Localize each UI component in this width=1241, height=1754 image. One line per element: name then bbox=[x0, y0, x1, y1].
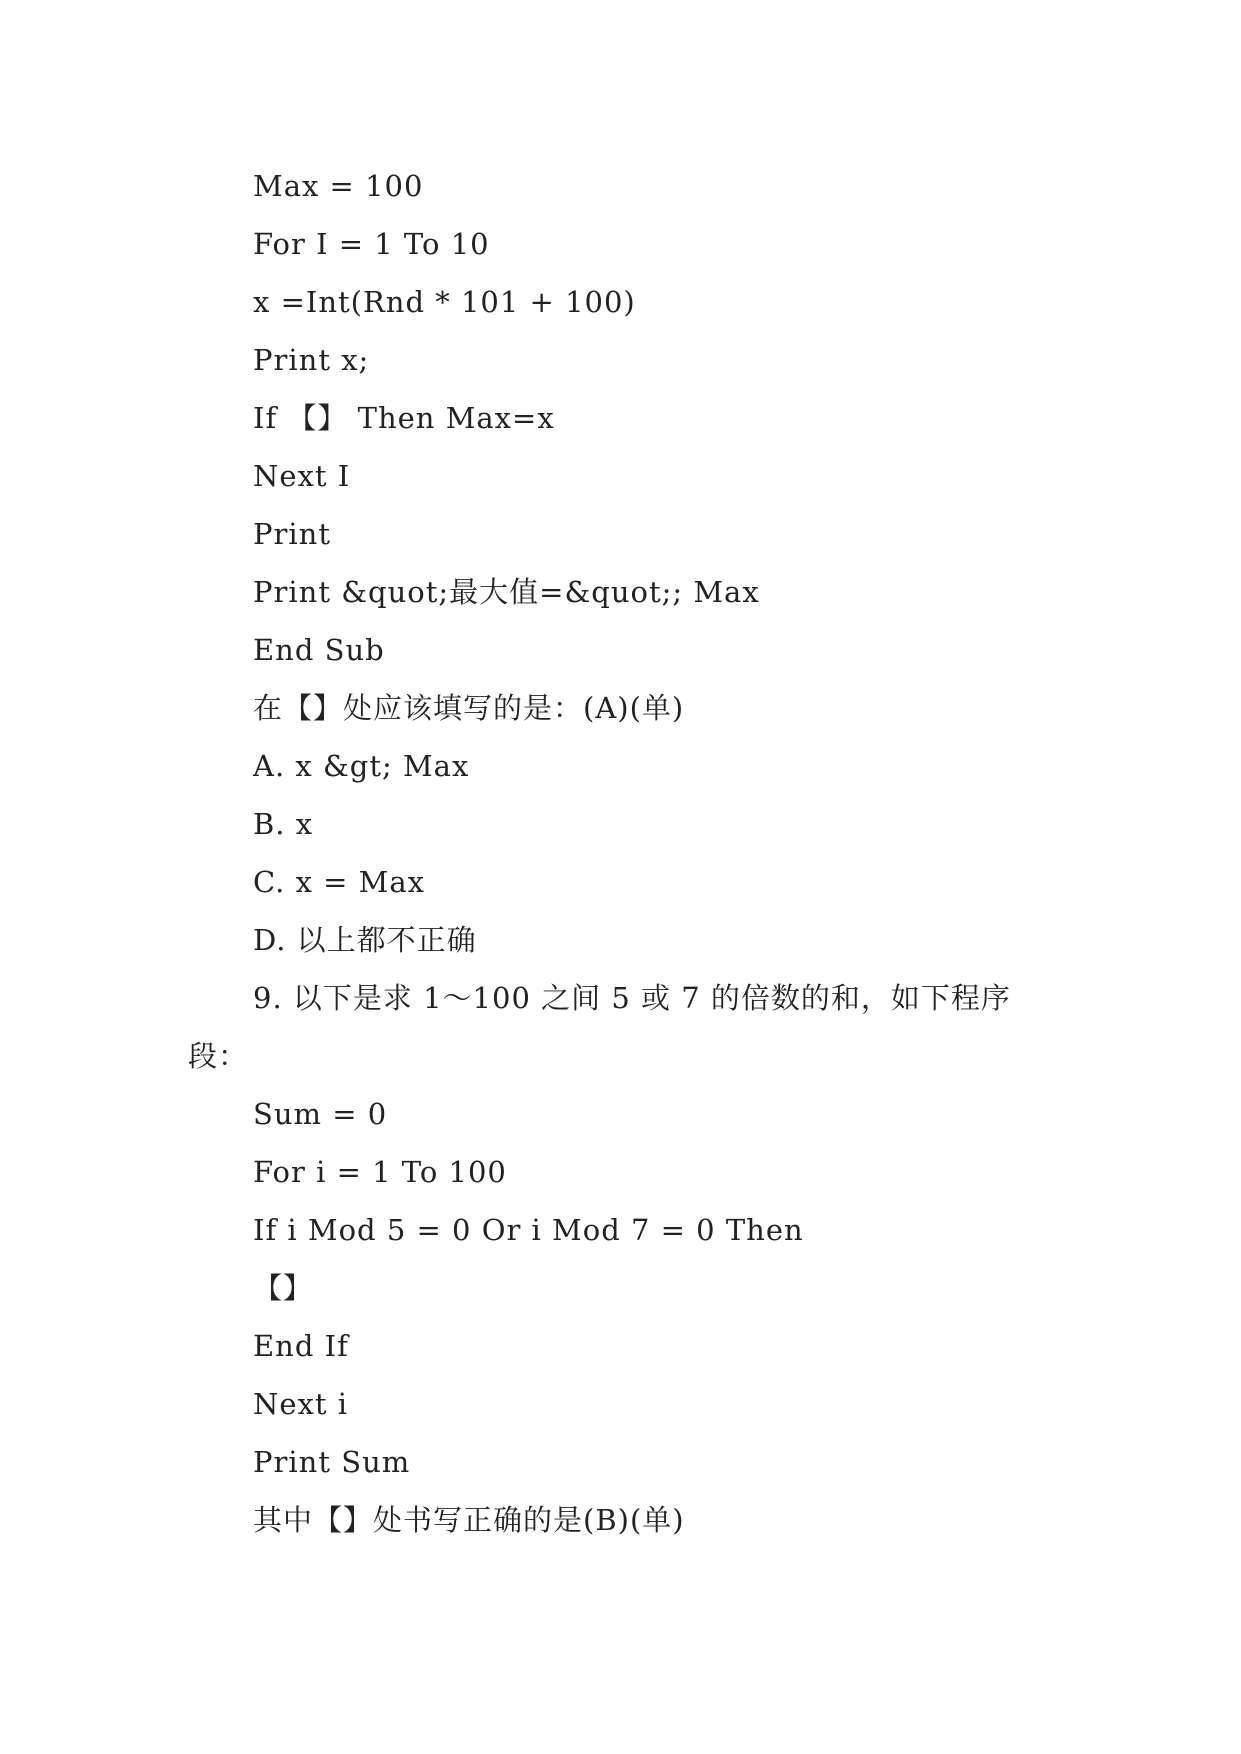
option-a: A. x &gt; Max bbox=[253, 749, 470, 783]
option-c: C. x = Max bbox=[253, 865, 426, 899]
code-line: Print Sum bbox=[253, 1445, 411, 1479]
question-prompt: 在【】处应该填写的是：(A)(单) bbox=[253, 691, 685, 725]
code-line: Sum = 0 bbox=[253, 1097, 388, 1131]
question-prompt: 其中【】处书写正确的是(B)(单) bbox=[253, 1503, 685, 1537]
code-line: For I = 1 To 10 bbox=[253, 227, 490, 261]
code-line: Print x; bbox=[253, 343, 370, 377]
code-line-blank: 【】 bbox=[253, 1271, 314, 1305]
code-line: Print bbox=[253, 517, 331, 551]
question-9-text: 9. 以下是求 1～100 之间 5 或 7 的倍数的和，如下程序 bbox=[253, 981, 1011, 1015]
code-line: If i Mod 5 = 0 Or i Mod 7 = 0 Then bbox=[253, 1213, 804, 1247]
code-line: If 【】 Then Max=x bbox=[253, 401, 555, 435]
option-d: D. 以上都不正确 bbox=[253, 923, 477, 957]
option-b: B. x bbox=[253, 807, 314, 841]
code-line: Print &quot;最大值=&quot;; Max bbox=[253, 575, 760, 609]
code-line: For i = 1 To 100 bbox=[253, 1155, 507, 1189]
code-line: x =Int(Rnd * 101 + 100) bbox=[253, 285, 636, 319]
code-line: Next i bbox=[253, 1387, 349, 1421]
code-line: End Sub bbox=[253, 633, 385, 667]
code-line: Max = 100 bbox=[253, 169, 424, 203]
code-line: End If bbox=[253, 1329, 349, 1363]
question-9-text-continued: 段： bbox=[188, 1039, 249, 1073]
code-line: Next I bbox=[253, 459, 351, 493]
